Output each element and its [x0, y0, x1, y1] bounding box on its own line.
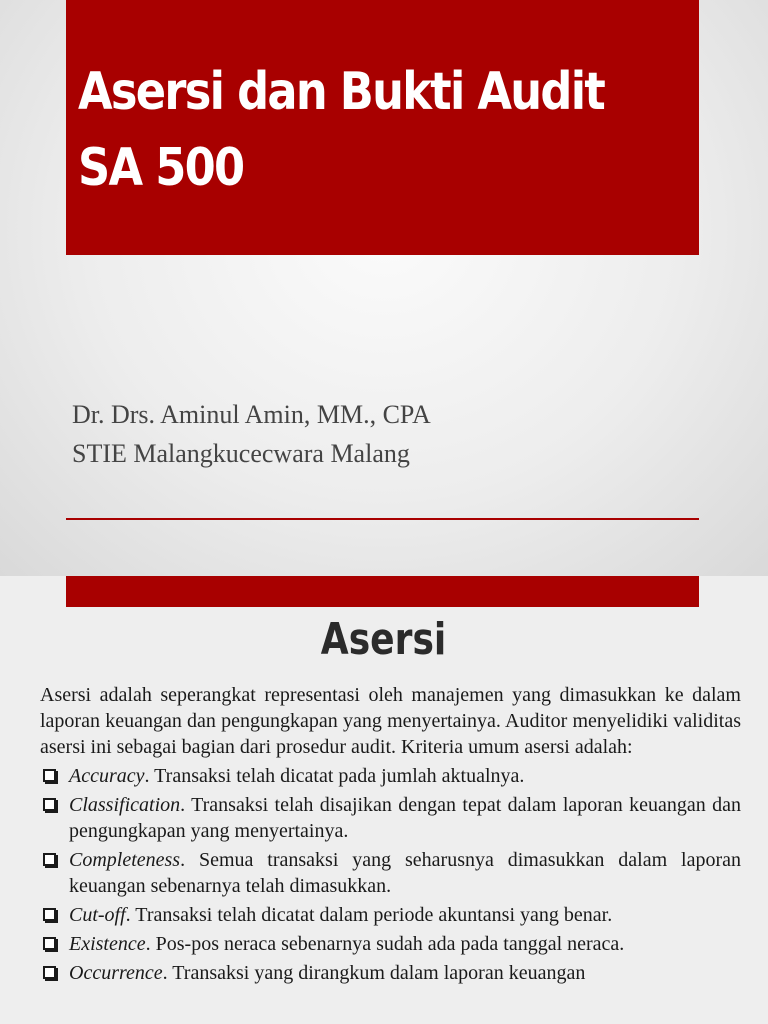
- checkbox-bullet-icon: [43, 937, 56, 950]
- checkbox-bullet-icon: [43, 966, 56, 979]
- assertion-term: Classification: [69, 794, 181, 816]
- institution-name: STIE Malangkucecwara Malang: [72, 439, 410, 468]
- assertion-description: . Transaksi telah disajikan dengan tepat dalam laporan keuangan dan pengungkapan yang menyertainya.: [69, 794, 741, 842]
- slide-title-line-1: Asersi dan Bukti Audit: [78, 62, 604, 122]
- assertion-description: . Transaksi yang dirangkum dalam laporan keuangan: [162, 962, 586, 984]
- title-banner: [66, 0, 699, 255]
- assertion-description: . Pos-pos neraca sebenarnya sudah ada pada tanggal neraca.: [145, 933, 625, 955]
- checkbox-bullet-icon: [43, 853, 56, 866]
- assertion-description: . Semua transaksi yang seharusnya dimasukkan dalam laporan keuangan sebenarnya telah dimasukkan.: [69, 849, 741, 897]
- assertion-description: . Transaksi telah dicatat dalam periode akuntansi yang benar.: [125, 904, 613, 926]
- author-name: Dr. Drs. Aminul Amin, MM., CPA: [72, 400, 431, 429]
- checkbox-bullet-icon: [43, 798, 56, 811]
- slide-title-line-2: SA 500: [78, 138, 244, 198]
- assertion-list: [40, 763, 741, 986]
- assertion-term: Occurrence: [69, 962, 163, 984]
- list-item: [40, 931, 741, 957]
- checkbox-bullet-icon: [43, 769, 56, 782]
- assertion-term: Existence: [69, 933, 146, 955]
- assertion-description: . Transaksi telah dicatat pada jumlah aktualnya.: [144, 765, 525, 787]
- slide-heading: [0, 614, 768, 665]
- assertion-term: Accuracy: [69, 765, 145, 787]
- slide-body: [40, 682, 741, 989]
- title-divider: [66, 518, 699, 520]
- list-item: [40, 792, 741, 844]
- list-item: [40, 763, 741, 789]
- intro-paragraph: Asersi adalah seperangkat representasi oleh manajemen yang dimasukkan ke dalam laporan keuangan dan pengungkapan yang menyertainya. Auditor menyelidiki validitas asersi ini sebagai bagian dari prosedur audit. Kriteria umum asersi adalah:: [40, 684, 741, 758]
- content-slide: [0, 576, 768, 1024]
- assertion-term: Completeness: [69, 849, 181, 871]
- assertion-term: Cut-off: [69, 904, 126, 926]
- list-item: [40, 960, 741, 986]
- header-strip: [66, 576, 699, 607]
- checkbox-bullet-icon: [43, 908, 56, 921]
- slide-heading-text: Asersi: [321, 614, 447, 665]
- list-item: [40, 902, 741, 928]
- list-item: [40, 847, 741, 899]
